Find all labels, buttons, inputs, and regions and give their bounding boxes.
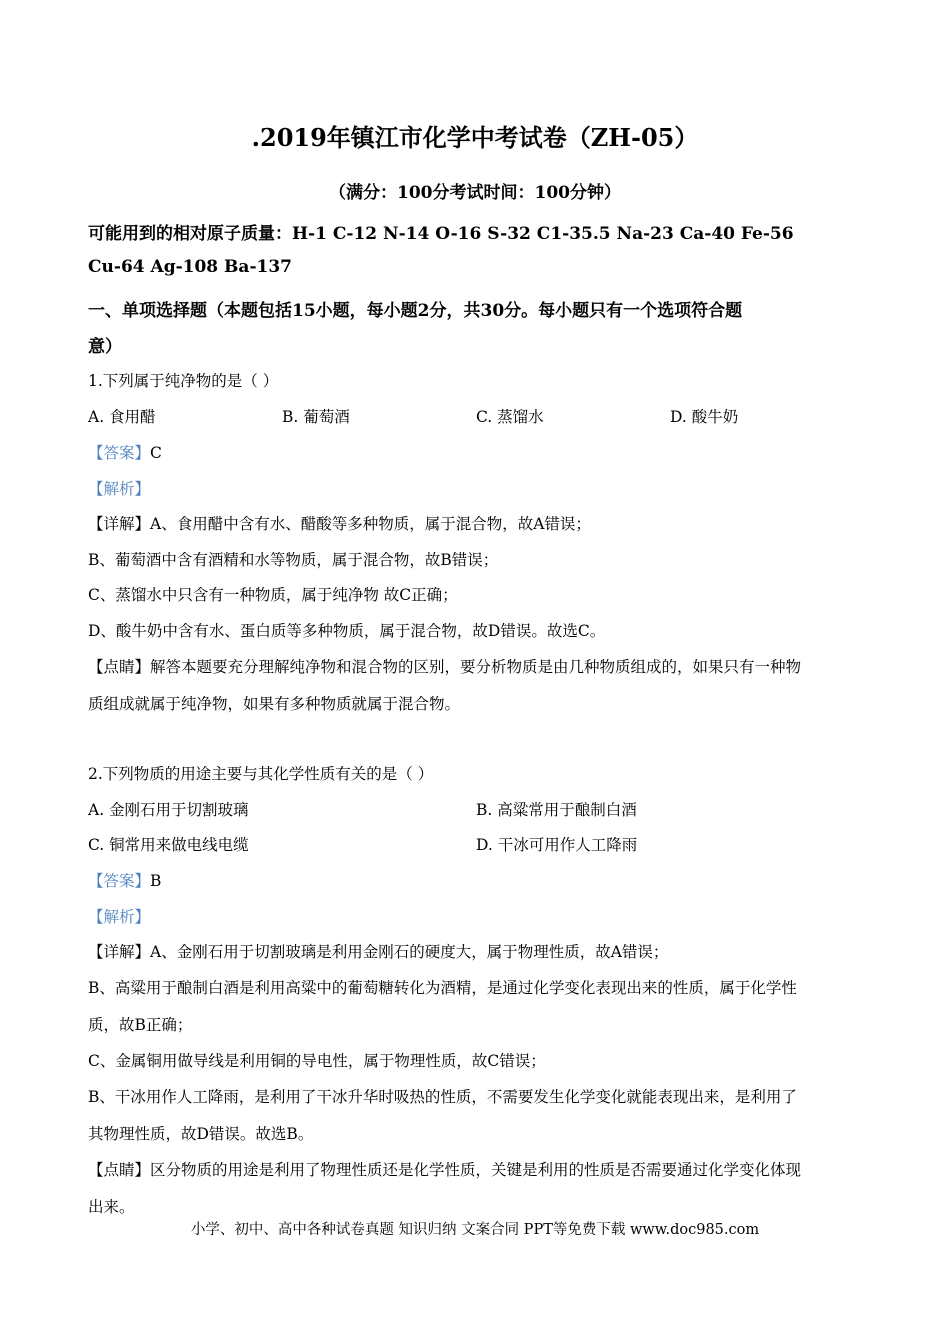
question-1-answer (88, 441, 162, 463)
question-1-comment-line-1 (88, 655, 801, 677)
question-2-detail-line-4: C、金属铜用做导线是利用铜的导电性，属于物理性质，故C错误； (88, 1052, 546, 1070)
question-2-comment-line-1 (88, 1158, 801, 1180)
comment-text: 解答本题要充分理解纯净物和混合物的区别，要分析物质是由几种物质组成的，如果只有一种物 (150, 658, 802, 676)
question-1-detail-line-1 (88, 512, 591, 534)
exam-subtitle: （满分：100分考试时间：100分钟） (329, 183, 621, 203)
question-1-option-d: D. 酸牛奶 (670, 408, 739, 426)
question-2-detail-line-5: B、干冰用作人工降雨，是利用了干冰升华时吸热的性质，不需要发生化学变化就能表现出来，是利用了 (88, 1088, 797, 1106)
comment-tag: 【点睛】 (88, 1161, 151, 1179)
question-1-analysis-tag: 【解析】 (88, 480, 151, 498)
question-1-option-c: C. 蒸馏水 (476, 408, 544, 426)
comment-tag: 【点睛】 (88, 658, 151, 676)
detail-tag: 【详解】 (88, 515, 151, 533)
question-2-detail-line-1 (88, 940, 668, 962)
question-2-option-a: A. 金刚石用于切割玻璃 (88, 801, 249, 819)
answer-value: B (150, 872, 162, 890)
question-1-stem: 1.下列属于纯净物的是（ ） (88, 372, 279, 390)
question-1-detail-line-3: C、蒸馏水中只含有一种物质，属于纯净物 故C正确； (88, 586, 458, 604)
question-2-option-b: B. 高粱常用于酿制白酒 (476, 801, 637, 819)
question-2-analysis-tag: 【解析】 (88, 908, 151, 926)
question-2-detail-line-3: 质，故B正确； (88, 1016, 193, 1034)
question-2-answer (88, 869, 161, 891)
detail-text: A、金刚石用于切割玻璃是利用金刚石的硬度大，属于物理性质，故A错误； (150, 943, 669, 961)
section-heading-line-1: 一、单项选择题（本题包括15小题，每小题2分，共30分。每小题只有一个选项符合题 (88, 301, 743, 321)
question-1-detail-line-2: B、葡萄酒中含有酒精和水等物质，属于混合物，故B错误； (88, 551, 499, 569)
question-1-option-a: A. 食用醋 (88, 408, 156, 426)
question-1-detail-line-4: D、酸牛奶中含有水、蛋白质等多种物质，属于混合物，故D错误。故选C。 (88, 622, 606, 640)
question-2-stem: 2.下列物质的用途主要与其化学性质有关的是（ ） (88, 765, 434, 783)
question-2-detail-line-2: B、高粱用于酿制白酒是利用高粱中的葡萄糖转化为酒精，是通过化学变化表现出来的性质，属于化学性 (88, 979, 797, 997)
exam-title: .2019年镇江市化学中考试卷（ZH-05） (251, 123, 699, 152)
page-footer: 小学、初中、高中各种试卷真题 知识归纳 文案合同 PPT等免费下载 www.doc985.com (190, 1222, 760, 1238)
question-2-option-c: C. 铜常用来做电线电缆 (88, 836, 249, 854)
atomic-mass-line-2: Cu-64 Ag-108 Ba-137 (88, 257, 292, 277)
answer-tag: 【答案】 (88, 444, 151, 462)
atomic-mass-line-1: 可能用到的相对原子质量：H-1 C-12 N-14 O-16 S-32 C1-35.5 Na-23 Ca-40 Fe-56 (88, 224, 794, 244)
question-2-detail-line-6: 其物理性质，故D错误。故选B。 (88, 1125, 314, 1143)
answer-tag: 【答案】 (88, 872, 151, 890)
question-1-comment-line-2: 质组成就属于纯净物，如果有多种物质就属于混合物。 (88, 695, 461, 713)
question-2-comment-line-2: 出来。 (88, 1198, 135, 1216)
section-heading-line-2: 意） (88, 337, 122, 357)
detail-tag: 【详解】 (88, 943, 151, 961)
detail-text: A、食用醋中含有水、醋酸等多种物质，属于混合物，故A错误； (150, 515, 591, 533)
question-2-option-d: D. 干冰可用作人工降雨 (476, 836, 638, 854)
comment-text: 区分物质的用途是利用了物理性质还是化学性质，关键是利用的性质是否需要通过化学变化体现 (150, 1161, 802, 1179)
answer-value: C (150, 444, 162, 462)
question-1-option-b: B. 葡萄酒 (282, 408, 350, 426)
